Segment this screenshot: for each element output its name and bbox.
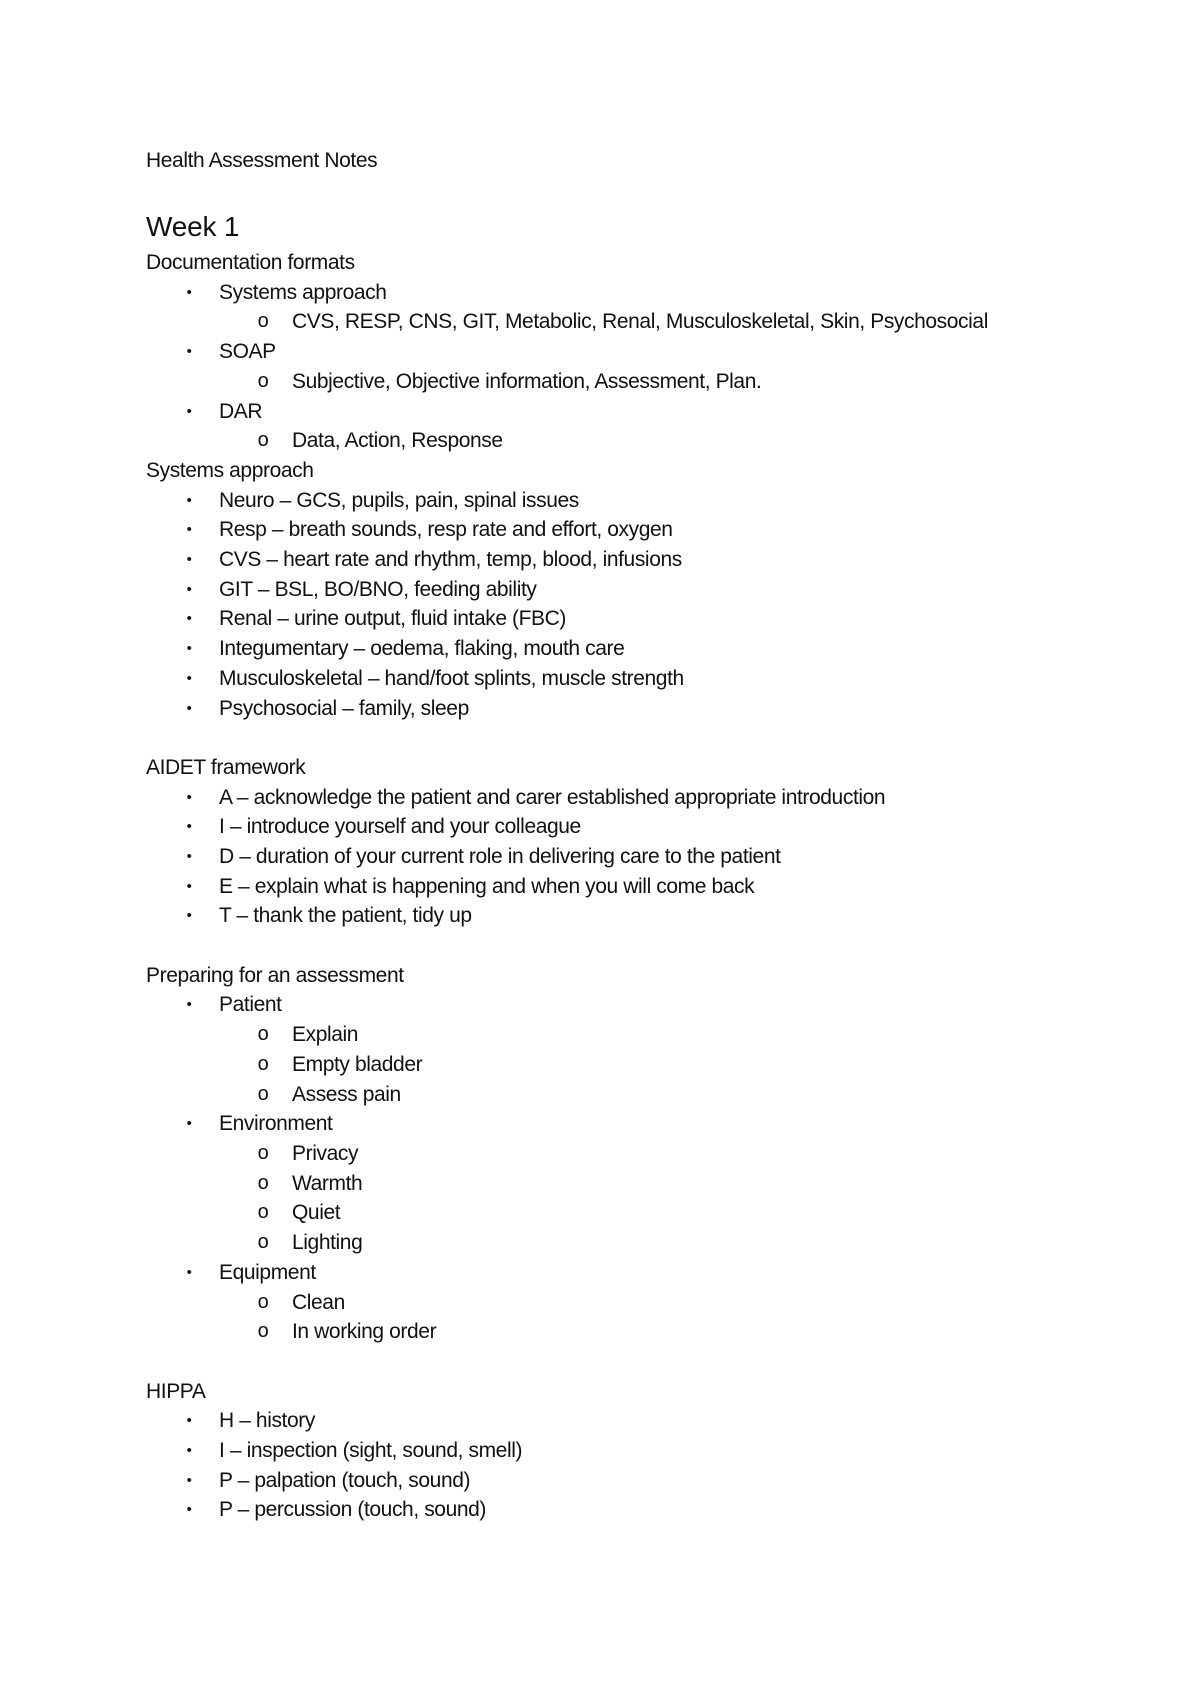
sub-item xyxy=(219,1050,1146,1080)
bullet-text: Environment xyxy=(219,1112,333,1136)
bullet-icon: • xyxy=(186,877,192,895)
sub-list xyxy=(219,367,1146,397)
sub-list xyxy=(219,1288,1146,1347)
bullet-icon: • xyxy=(186,402,192,420)
section-heading: AIDET framework xyxy=(146,755,306,779)
bullet-icon: • xyxy=(186,343,192,361)
bullet-list xyxy=(146,1406,1146,1525)
sub-list-holder xyxy=(146,307,1146,337)
bullet-icon: • xyxy=(186,521,192,539)
sub-item-text: In working order xyxy=(292,1320,437,1344)
bullet-icon: • xyxy=(186,848,192,865)
circle-bullet-icon: o xyxy=(257,1023,269,1046)
bullet-item xyxy=(146,990,1146,1020)
circle-bullet-icon: o xyxy=(257,369,269,392)
bullet-text: Musculoskeletal – hand/foot splints, muscle strength xyxy=(219,666,684,690)
sub-item xyxy=(219,1139,1146,1169)
circle-bullet-icon: o xyxy=(257,1201,269,1224)
week-heading: Week 1 xyxy=(146,211,240,242)
section-heading: HIPPA xyxy=(146,1379,206,1403)
section xyxy=(146,1377,1146,1526)
bullet-text: Integumentary – oedema, flaking, mouth care xyxy=(219,637,625,661)
bullet-icon: • xyxy=(186,1471,192,1489)
section xyxy=(146,248,1146,456)
bullet-text: T – thank the patient, tidy up xyxy=(219,904,472,928)
bullet-text: H – history xyxy=(219,1409,315,1433)
sub-item xyxy=(219,426,1146,456)
sub-item-text: Subjective, Objective information, Assessment, Plan. xyxy=(292,369,762,393)
sub-item xyxy=(219,1198,1146,1228)
bullet-item xyxy=(146,486,1146,516)
sub-item xyxy=(219,1169,1146,1199)
sub-item-text: Lighting xyxy=(292,1231,363,1255)
bullet-item xyxy=(146,545,1146,575)
sub-item xyxy=(219,1288,1146,1318)
sub-item xyxy=(219,1317,1146,1347)
sub-item xyxy=(219,1080,1146,1110)
bullet-icon: • xyxy=(186,610,192,628)
bullet-list xyxy=(146,486,1146,724)
bullet-item xyxy=(146,604,1146,634)
circle-bullet-icon: o xyxy=(257,429,269,452)
sub-list xyxy=(219,1020,1146,1109)
bullet-icon: • xyxy=(186,640,192,658)
sub-item-text: Clean xyxy=(292,1290,345,1314)
document-page xyxy=(146,146,1146,1525)
section xyxy=(146,456,1146,723)
bullet-item xyxy=(146,842,1146,872)
circle-bullet-icon: o xyxy=(257,1142,269,1164)
bullet-list xyxy=(146,783,1146,932)
sub-list-holder xyxy=(146,1139,1146,1258)
bullet-text: I – introduce yourself and your colleague xyxy=(219,815,581,839)
bullet-text: A – acknowledge the patient and carer established appropriate introduction xyxy=(219,785,886,809)
section-heading: Documentation formats xyxy=(146,251,355,274)
bullet-text: D – duration of your current role in delivering care to the patient xyxy=(219,845,781,868)
circle-bullet-icon: o xyxy=(257,1231,269,1254)
bullet-icon: • xyxy=(186,699,192,717)
section xyxy=(146,961,1146,1347)
bullet-text: Renal – urine output, fluid intake (FBC) xyxy=(219,607,567,631)
bullet-icon: • xyxy=(186,1263,192,1281)
bullet-text: Neuro – GCS, pupils, pain, spinal issues xyxy=(219,488,579,512)
section-spacer xyxy=(146,723,1146,753)
circle-bullet-icon: o xyxy=(257,1171,269,1194)
bullet-text: Systems approach xyxy=(219,280,387,304)
bullet-text: Equipment xyxy=(219,1260,316,1284)
bullet-item xyxy=(146,694,1146,724)
bullet-item xyxy=(146,812,1146,842)
bullet-item xyxy=(146,634,1146,664)
bullet-item xyxy=(146,1109,1146,1139)
sub-list-holder xyxy=(146,1288,1146,1347)
bullet-icon: • xyxy=(186,788,192,806)
section-heading: Preparing for an assessment xyxy=(146,963,404,987)
bullet-text: I – inspection (sight, sound, smell) xyxy=(219,1439,523,1462)
sub-item-text: Privacy xyxy=(292,1142,359,1165)
circle-bullet-icon: o xyxy=(257,1320,269,1343)
bullet-text: Resp – breath sounds, resp rate and effort, oxygen xyxy=(219,518,673,542)
bullet-text: P – palpation (touch, sound) xyxy=(219,1468,471,1492)
sub-item-text: Empty bladder xyxy=(292,1052,423,1076)
sub-item xyxy=(219,1228,1146,1258)
bullet-text: E – explain what is happening and when you will come back xyxy=(219,874,755,898)
sub-item-text: Explain xyxy=(292,1023,359,1047)
bullet-item xyxy=(146,397,1146,427)
sub-item xyxy=(219,307,1146,337)
bullet-icon: • xyxy=(186,1412,192,1430)
bullet-text: GIT – BSL, BO/BNO, feeding ability xyxy=(219,577,537,601)
bullet-text: Patient xyxy=(219,993,282,1017)
bullet-text: P – percussion (touch, sound) xyxy=(219,1498,487,1522)
bullet-icon: • xyxy=(186,283,192,301)
bullet-icon: • xyxy=(186,907,192,925)
sub-list xyxy=(219,1139,1146,1258)
document-title: Health Assessment Notes xyxy=(146,149,378,172)
section xyxy=(146,753,1146,931)
bullet-item xyxy=(146,1406,1146,1436)
bullet-item xyxy=(146,1258,1146,1288)
bullet-item xyxy=(146,872,1146,902)
bullet-list xyxy=(146,278,1146,456)
section-spacer xyxy=(146,931,1146,961)
section-spacer xyxy=(146,1347,1146,1377)
bullet-item xyxy=(146,1436,1146,1466)
bullet-text: CVS – heart rate and rhythm, temp, blood, infusions xyxy=(219,548,682,571)
circle-bullet-icon: o xyxy=(257,1082,269,1105)
sub-item xyxy=(219,1020,1146,1050)
bullet-icon: • xyxy=(186,1442,192,1459)
bullet-icon: • xyxy=(186,818,192,836)
circle-bullet-icon: o xyxy=(257,1290,269,1313)
bullet-icon: • xyxy=(186,580,192,598)
bullet-item xyxy=(146,575,1146,605)
bullet-item xyxy=(146,337,1146,367)
sub-item-text: Assess pain xyxy=(292,1082,401,1106)
bullet-icon: • xyxy=(186,551,192,568)
sub-list-holder xyxy=(146,1020,1146,1109)
section-heading: Systems approach xyxy=(146,458,314,482)
bullet-icon: • xyxy=(186,1115,192,1133)
bullet-text: SOAP xyxy=(219,340,276,364)
sub-item-text: CVS, RESP, CNS, GIT, Metabolic, Renal, Musculoskeletal, Skin, Psychosocial xyxy=(292,310,988,334)
bullet-list xyxy=(146,990,1146,1346)
sub-item-text: Warmth xyxy=(292,1171,363,1195)
bullet-item xyxy=(146,783,1146,813)
sub-list-holder xyxy=(146,426,1146,456)
bullet-icon: • xyxy=(186,491,192,509)
notes-body xyxy=(146,248,1146,1525)
bullet-item xyxy=(146,1495,1146,1525)
bullet-text: DAR xyxy=(219,399,263,423)
bullet-item xyxy=(146,1466,1146,1496)
sub-item-text: Quiet xyxy=(292,1201,341,1225)
bullet-item xyxy=(146,278,1146,308)
bullet-icon: • xyxy=(186,996,192,1014)
circle-bullet-icon: o xyxy=(257,310,269,333)
circle-bullet-icon: o xyxy=(257,1052,269,1075)
bullet-icon: • xyxy=(186,1501,192,1519)
bullet-item xyxy=(146,515,1146,545)
bullet-item xyxy=(146,901,1146,931)
sub-list-holder xyxy=(146,367,1146,397)
bullet-text: Psychosocial – family, sleep xyxy=(219,696,469,720)
bullet-item xyxy=(146,664,1146,694)
bullet-icon: • xyxy=(186,669,192,687)
sub-list xyxy=(219,307,1146,337)
sub-item-text: Data, Action, Response xyxy=(292,429,503,453)
sub-item xyxy=(219,367,1146,397)
sub-list xyxy=(219,426,1146,456)
